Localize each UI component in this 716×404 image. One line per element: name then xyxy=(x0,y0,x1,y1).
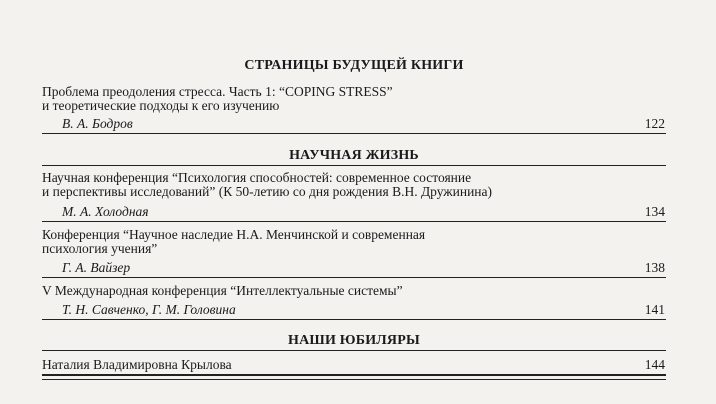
entry-title-line: Научная конференция “Психология способностей: современное состояние xyxy=(42,170,472,185)
entry-title-line: психология учения” xyxy=(42,241,158,256)
entry-page-number: 138 xyxy=(644,260,665,275)
divider xyxy=(42,165,666,166)
section-title-anniversaries: НАШИ ЮБИЛЯРЫ xyxy=(288,333,420,348)
section-title-scientific-life: НАУЧНАЯ ЖИЗНЬ xyxy=(289,148,419,163)
divider xyxy=(42,319,666,320)
entry-title-line: Конференция “Научное наследие Н.А. Менчинской и современная xyxy=(42,227,426,242)
entry-title-line: и перспективы исследований” (К 50-летию со дня рождения В.Н. Дружинина) xyxy=(42,184,493,199)
divider xyxy=(42,221,666,222)
entry-page-number: 122 xyxy=(644,116,665,131)
entry-author: Г. А. Вайзер xyxy=(62,260,131,275)
divider xyxy=(42,277,666,278)
divider-bottom-second xyxy=(42,379,666,380)
entry-page-number: 141 xyxy=(644,302,665,317)
entry-name: Наталия Владимировна Крылова xyxy=(42,357,232,372)
entry-page-number: 144 xyxy=(644,357,665,372)
divider xyxy=(42,350,666,351)
entry-author: Т. Н. Савченко, Г. М. Головина xyxy=(62,302,236,317)
entry-page-number: 134 xyxy=(644,204,665,219)
divider-bottom xyxy=(42,374,666,376)
entry-title-line: Проблема преодоления стресса. Часть 1: “COPING STRESS” xyxy=(42,84,393,99)
entry-title-line: и теоретические подходы к его изучению xyxy=(42,98,280,113)
entry-author: М. А. Холодная xyxy=(62,204,149,219)
entry-title-line: V Международная конференция “Интеллектуальные системы” xyxy=(42,283,403,298)
divider xyxy=(42,133,666,134)
section-title-future-book: СТРАНИЦЫ БУДУЩЕЙ КНИГИ xyxy=(244,58,464,73)
entry-author: В. А. Бодров xyxy=(62,116,133,131)
